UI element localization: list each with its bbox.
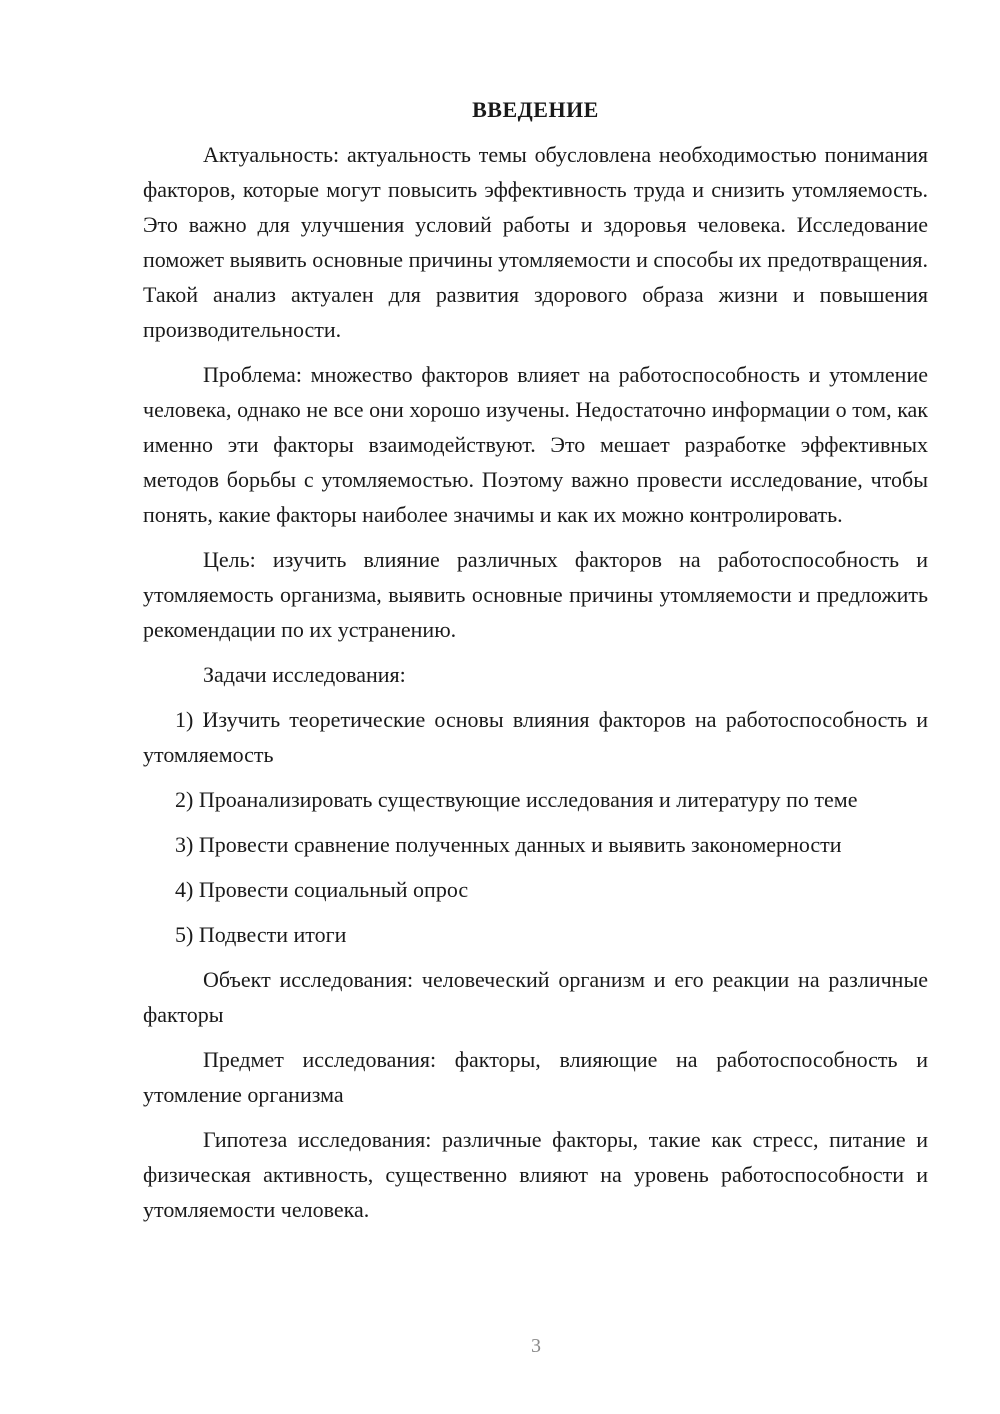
page-title: ВВЕДЕНИЕ — [472, 97, 599, 122]
paragraph-problem: Проблема: множество факторов влияет на работоспособность и утомление человека, однако не все они хорошо изучены. Недостаточно информации о том, как именно эти факторы взаимодействуют. Это мешает разработке эффективных методов борьбы с утомляемостью. Поэтому важно провести исследование, чтобы понять, какие факторы наиболее значимы и как их можно контролировать. — [143, 362, 928, 527]
task-item-2: 2) Проанализировать существующие исследования и литературу по теме — [175, 787, 858, 812]
task-item-3: 3) Провести сравнение полученных данных и выявить закономерности — [175, 832, 842, 857]
task-item-4: 4) Провести социальный опрос — [175, 877, 469, 902]
paragraph-subject: Предмет исследования: факторы, влияющие на работоспособность и утомление организма — [143, 1047, 928, 1107]
page-number: 3 — [531, 1335, 541, 1357]
tasks-heading: Задачи исследования: — [203, 662, 406, 687]
document-page — [143, 92, 928, 1237]
task-item-5: 5) Подвести итоги — [175, 922, 347, 947]
paragraph-relevance: Актуальность: актуальность темы обусловлена необходимостью понимания факторов, которые могут повысить эффективность труда и снизить утомляемость. Это важно для улучшения условий работы и здоровья человека. Исследование поможет выявить основные причины утомляемости и способы их предотвращения. Такой анализ актуален для развития здорового образа жизни и повышения производительности. — [143, 142, 928, 342]
paragraph-hypothesis: Гипотеза исследования: различные факторы, такие как стресс, питание и физическая активность, существенно влияют на уровень работоспособности и утомляемости человека. — [143, 1127, 928, 1222]
task-item-1: 1) Изучить теоретические основы влияния факторов на работоспособность и утомляемость — [143, 707, 928, 767]
paragraph-object: Объект исследования: человеческий организм и его реакции на различные факторы — [143, 967, 928, 1027]
paragraph-goal: Цель: изучить влияние различных факторов на работоспособность и утомляемость организма, выявить основные причины утомляемости и предложить рекомендации по их устранению. — [143, 547, 928, 642]
